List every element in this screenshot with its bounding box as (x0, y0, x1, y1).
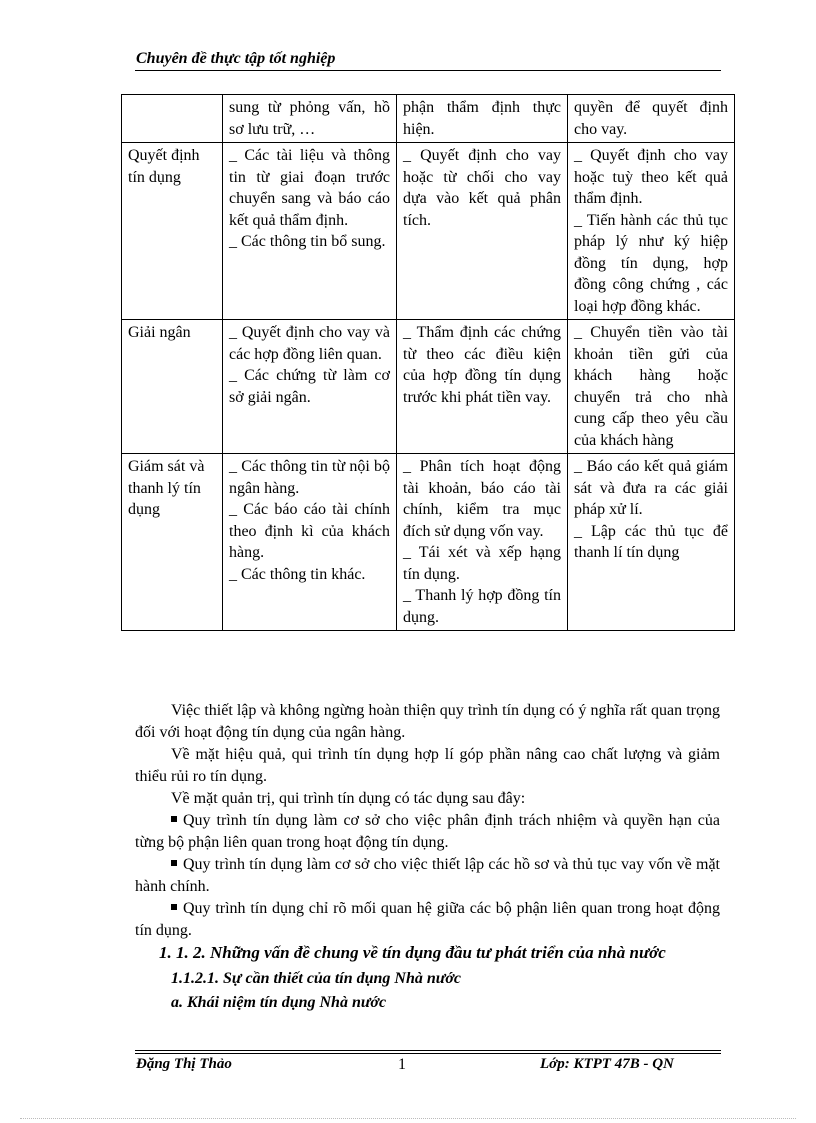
inputs-cell (223, 320, 397, 454)
header-divider (135, 70, 721, 71)
subsection-heading: 1.1.2.1. Sự cần thiết của tín dụng Nhà nước (171, 970, 462, 987)
process-text: _ Thẩm định các chứng từ theo các điều kiện của hợp đồng tín dụng trước khi phát tiền vay. (403, 324, 561, 406)
stage-cell (122, 454, 223, 631)
stage-cell (122, 143, 223, 320)
process-cell (397, 320, 568, 454)
stage-cell (122, 320, 223, 454)
process-cell (397, 143, 568, 320)
inputs-text: _ Các chứng từ làm cơ sở giải ngân. (229, 367, 390, 406)
document-header-title: Chuyên đề thực tập tốt nghiệp (136, 50, 336, 67)
square-bullet-icon (171, 860, 177, 866)
inputs-text: _ Các tài liệu và thông tin từ giai đoạn trước chuyển sang và báo cáo kết quả thẩm định. (229, 147, 390, 229)
paragraph: Việc thiết lập và không ngừng hoàn thiện quy trình tín dụng có ý nghĩa rất quan trọng đối với hoạt động tín dụng của ngân hàng. (135, 702, 720, 741)
outputs-cell (568, 454, 735, 631)
inputs-text: _ Các báo cáo tài chính theo định kì của khách hàng. (229, 501, 390, 561)
outputs-cell (568, 320, 735, 454)
process-text: _ Quyết định cho vay hoặc từ chối cho vay dựa vào kết quả phân tích. (403, 147, 561, 229)
square-bullet-icon (171, 816, 177, 822)
table-row (122, 143, 735, 320)
sub-subsection-heading: a. Khái niệm tín dụng Nhà nước (171, 994, 387, 1011)
outputs-text: _ Chuyển tiền vào tài khoản tiền gửi của khách hàng hoặc chuyển trả cho nhà cung cấp theo yêu cầu của khách hàng (574, 324, 728, 449)
process-cell (397, 95, 568, 143)
bullet-item (135, 810, 720, 854)
square-bullet-icon (171, 904, 177, 910)
process-text: _ Tái xét và xếp hạng tín dụng. (403, 544, 561, 583)
process-text: _ Thanh lý hợp đồng tín dụng. (403, 587, 561, 626)
inputs-text: sung từ phỏng vấn, hồ sơ lưu trữ, … (229, 99, 390, 138)
table-row (122, 320, 735, 454)
outputs-text: _ Lập các thủ tục để thanh lí tín dụng (574, 522, 728, 561)
outputs-text: _ Tiến hành các thủ tục pháp lý như ký hiệp đồng tín dụng, hợp đồng công chứng , các loại hợp đồng khác. (574, 211, 728, 315)
stage-label: Quyết định tín dụng (128, 147, 200, 186)
body-text (135, 700, 720, 1014)
section-heading: 1. 1. 2. Những vấn đề chung về tín dụng đầu tư phát triển của nhà nước (159, 943, 666, 962)
inputs-text: _ Quyết định cho vay và các hợp đồng liên quan. (229, 324, 390, 363)
outputs-text: quyền để quyết định cho vay. (574, 99, 728, 138)
stage-label: Giải ngân (128, 324, 191, 341)
bullet-item (135, 898, 720, 942)
inputs-cell (223, 143, 397, 320)
bullet-item (135, 854, 720, 898)
table-row (122, 454, 735, 631)
stage-cell (122, 95, 223, 143)
process-text: phận thẩm định thực hiện. (403, 99, 561, 138)
paragraph: Về mặt hiệu quả, qui trình tín dụng hợp lí góp phần nâng cao chất lượng và giảm thiểu rủi ro tín dụng. (135, 746, 720, 785)
bullet-text: Quy trình tín dụng làm cơ sở cho việc phân định trách nhiệm và quyền hạn của từng bộ phận liên quan trong hoạt động tín dụng. (135, 812, 720, 851)
bullet-text: Quy trình tín dụng làm cơ sở cho việc thiết lập các hồ sơ và thủ tục vay vốn về mặt hành chính. (135, 856, 720, 895)
process-text: _ Phân tích hoạt động tài khoản, báo cáo tài chính, kiểm tra mục đích sử dụng vốn vay. (403, 458, 561, 540)
footer-author: Đặng Thị Thảo (136, 1056, 232, 1072)
table-row (122, 95, 735, 143)
outputs-cell (568, 143, 735, 320)
bullet-text: Quy trình tín dụng chỉ rõ mối quan hệ giữa các bộ phận liên quan trong hoạt động tín dụng. (135, 900, 720, 939)
page-boundary (20, 1118, 796, 1119)
outputs-text: _ Báo cáo kết quả giám sát và đưa ra các giải pháp xử lí. (574, 458, 728, 518)
inputs-cell (223, 454, 397, 631)
credit-process-table (121, 94, 735, 631)
process-cell (397, 454, 568, 631)
outputs-cell (568, 95, 735, 143)
inputs-cell (223, 95, 397, 143)
inputs-text: _ Các thông tin từ nội bộ ngân hàng. (229, 458, 390, 497)
stage-label: Giám sát và thanh lý tín dụng (128, 458, 205, 518)
inputs-text: _ Các thông tin bổ sung. (229, 233, 386, 250)
footer-divider-top (135, 1050, 721, 1051)
paragraph: Về mặt quản trị, qui trình tín dụng có tác dụng sau đây: (171, 790, 526, 807)
page-number: 1 (398, 1056, 406, 1073)
outputs-text: _ Quyết định cho vay hoặc tuỳ theo kết quả thẩm định. (574, 147, 728, 207)
inputs-text: _ Các thông tin khác. (229, 565, 366, 583)
footer-class: Lớp: KTPT 47B - QN (540, 1056, 674, 1072)
footer-divider-bottom (135, 1053, 721, 1054)
